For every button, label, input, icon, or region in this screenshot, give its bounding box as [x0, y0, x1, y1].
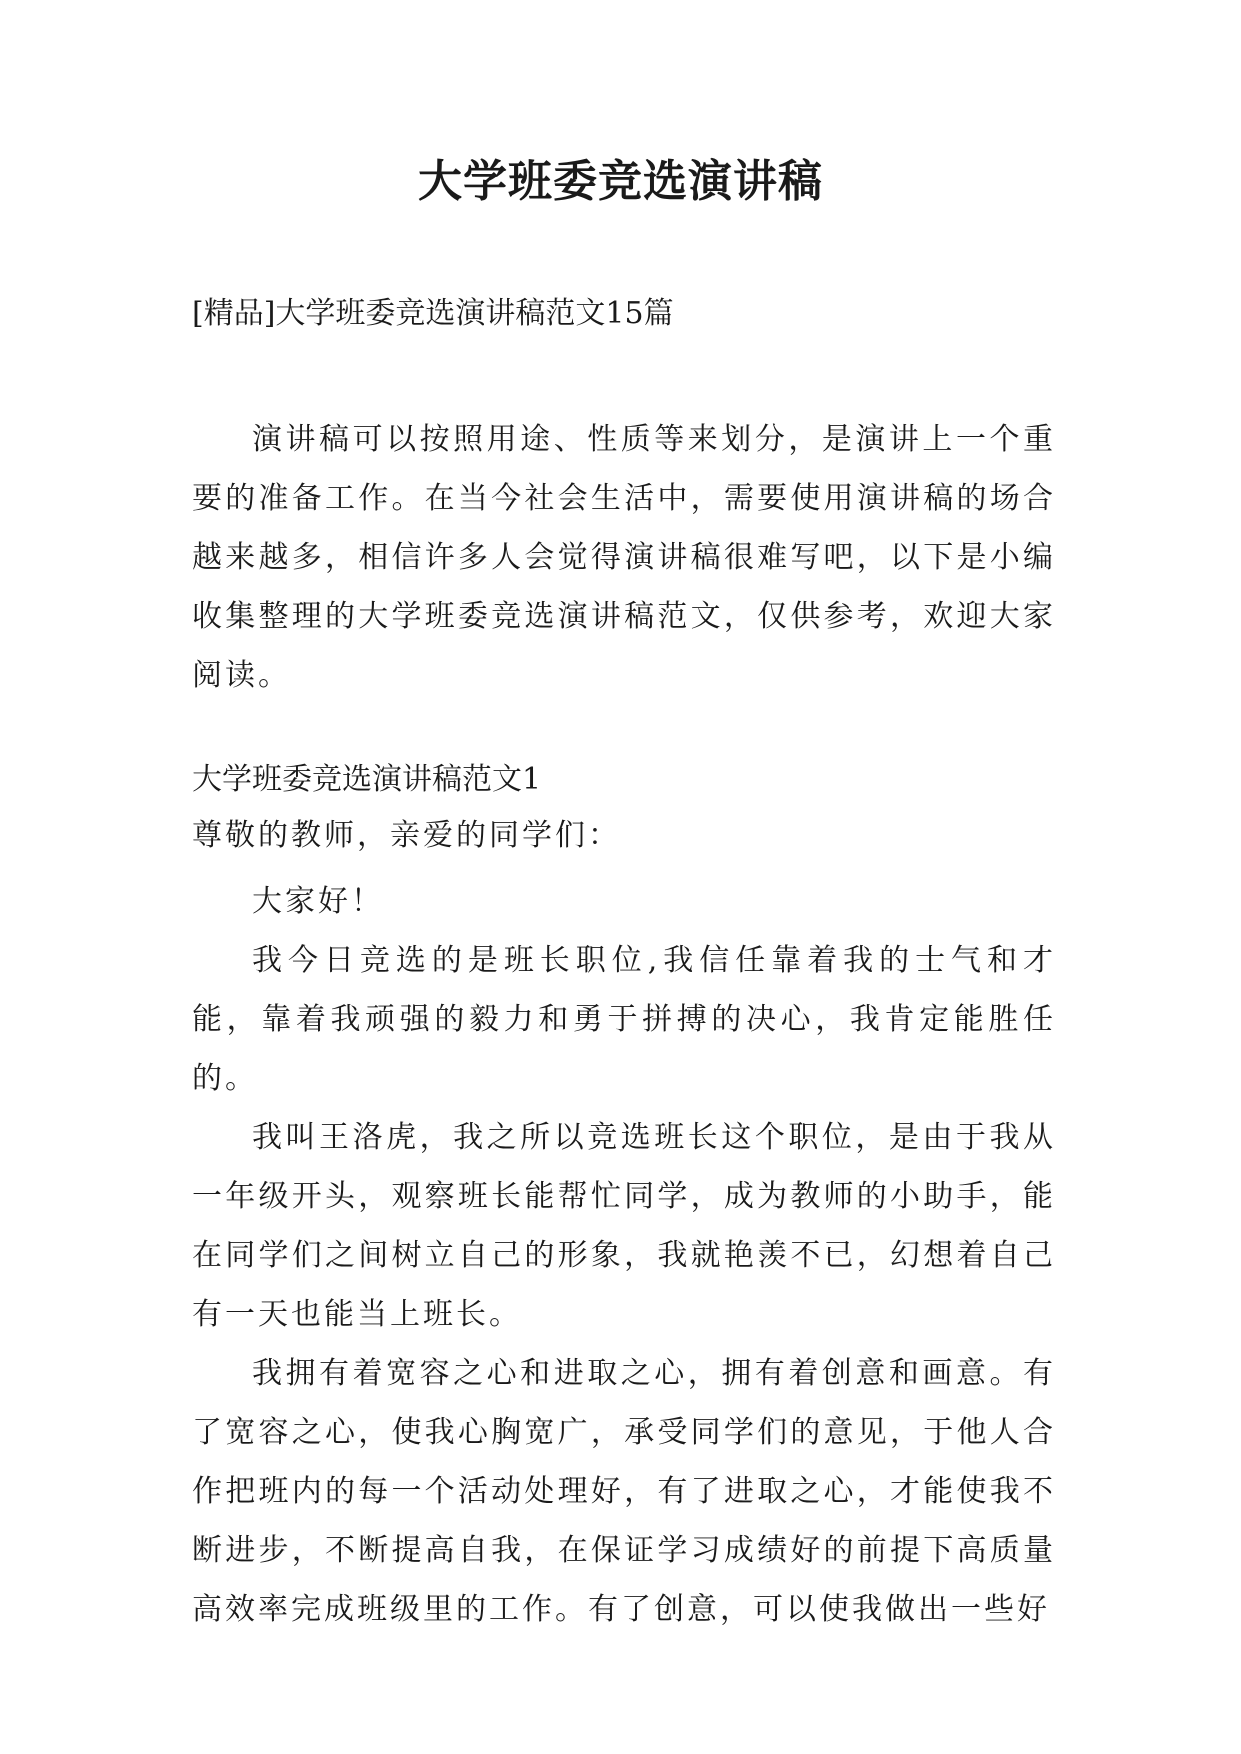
intro-block: [192, 410, 1056, 705]
intro-paragraph: 演讲稿可以按照用途、性质等来划分，是演讲上一个重要的准备工作。在当今社会生活中，需要使用演讲稿的场合越来越多，相信许多人会觉得演讲稿很难写吧，以下是小编收集整理的大学班委竞选演讲稿范文，仅供参考，欢迎大家阅读。: [192, 422, 1056, 693]
speech-paragraph-greeting: 大家好！: [252, 884, 384, 919]
document-title: 大学班委竞选演讲稿: [418, 156, 823, 207]
speech-paragraph-3: 我拥有着宽容之心和进取之心，拥有着创意和画意。有了宽容之心，使我心胸宽广，承受同学们的意见，于他人合作把班内的每一个活动处理好，有了进取之心，才能使我不断进步，不断提高自我，在保证学习成绩好的前提下高质量高效率完成班级里的工作。有了创意，可以使我做出一些好: [192, 1356, 1056, 1627]
speech-paragraph-1: 我今日竞选的是班长职位,我信任靠着我的士气和才能，靠着我顽强的毅力和勇于拼搏的决心，我肯定能胜任的。: [192, 943, 1056, 1096]
document-subtitle: [精品]大学班委竞选演讲稿范文15篇: [192, 296, 674, 331]
speech-body: [192, 872, 1056, 1639]
speech-paragraph-2: 我叫王洛虎，我之所以竞选班长这个职位，是由于我从一年级开头，观察班长能帮忙同学，成为教师的小助手，能在同学们之间树立自己的形象，我就艳羡不已，幻想着自己有一天也能当上班长。: [192, 1120, 1056, 1332]
section-heading: 大学班委竞选演讲稿范文1: [192, 762, 542, 797]
salutation: 尊敬的教师，亲爱的同学们：: [192, 818, 621, 853]
